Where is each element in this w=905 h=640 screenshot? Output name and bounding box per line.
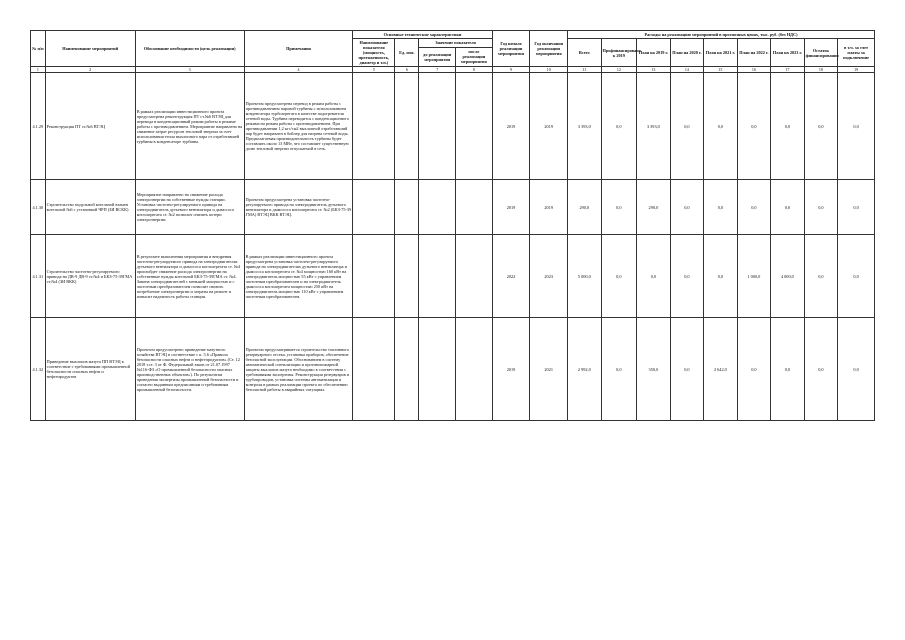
col-number: 17 <box>771 67 805 73</box>
row-rationale: В результате выполнения мероприятия и внедрения частотно-регулируемого привода на электродвигателях дутьевого вентилятора и дымососа котлоагрегата ст. №4 произойдет снижение расхода электроэнергии на собственные нужды котельной БКЗ-75-39ГМА ст. №4. Замена электродвигателей с меньшей мощностью и с частотным преобразователем позволит снизить потребление электроэнергии и затраты на ремонт и повысит надежность работы станции. <box>135 235 244 318</box>
header-tech-group: Основные технические характеристики <box>353 31 492 39</box>
row-total: 290,0 <box>568 180 602 235</box>
col-number: 1 <box>31 67 46 73</box>
row-end-year: 2019 <box>530 73 568 180</box>
header-plan-2020: План на 2020 г. <box>670 39 704 67</box>
col-number: 14 <box>670 67 704 73</box>
header-value-group: Значение показателя <box>419 39 492 48</box>
row-end-year: 2021 <box>530 318 568 421</box>
row-incl-fee: 0,0 <box>838 318 875 421</box>
table-row <box>31 73 875 180</box>
row-financed: 0,0 <box>601 73 637 180</box>
col-number: 15 <box>704 67 738 73</box>
header-plan-2021: План на 2021 г. <box>704 39 738 67</box>
row-value-before <box>419 235 456 318</box>
col-number: 16 <box>737 67 771 73</box>
row-value-after <box>456 180 493 235</box>
header-remaining: Остаток финансирования <box>804 39 838 67</box>
row-financed: 0,0 <box>601 318 637 421</box>
col-number: 19 <box>838 67 875 73</box>
header-plan-2019: План на 2019 г. <box>637 39 671 67</box>
row-plan-2019: 350,0 <box>637 318 671 421</box>
col-number: 13 <box>637 67 671 73</box>
row-rationale: Мероприятие направлено на снижение расхода электроэнергии на собственные нужды станции. Установка частотно-регулируемого привода на электродвигатель дутьевого вентилятора и дымососа котлоагрегата ст. №2 позволит снизить потери электроэнергии. <box>135 180 244 235</box>
row-num: 4.1.30 <box>31 180 46 235</box>
row-end-year: 2023 <box>530 235 568 318</box>
table-row <box>31 180 875 235</box>
header-expenses-group: Расходы на реализацию мероприятий в прогнозных ценах, тыс. руб. (без НДС) <box>568 31 875 39</box>
row-total: 3 393,0 <box>568 73 602 180</box>
col-number: 6 <box>395 67 419 73</box>
header-financed: Профинансировано к 2019 <box>601 39 637 67</box>
row-plan-2021: 0,0 <box>704 235 738 318</box>
header-incl-fee: в т.ч. за счет платы за подключение <box>838 39 875 67</box>
row-plan-2023: 4 000,0 <box>771 235 805 318</box>
header-plan-2022: План на 2022 г. <box>737 39 771 67</box>
row-remaining: 0,0 <box>804 180 838 235</box>
row-plan-2021: 2 642,0 <box>704 318 738 421</box>
table-row <box>31 318 875 421</box>
row-plan-2022: 0,0 <box>737 318 771 421</box>
investment-program-table <box>30 30 875 421</box>
row-notes: Проектом предусматривается строительство топливного резервуарного отсека, установка приборов, обеспечение безопасной эксплуатации. Обоснованием в систему автоматической сигнализации и противопожарной защиты выхлопов мазута необходимо в соответствии с требованиями экспертизы. Реконструкция резервуаров и трубопроводов, установка системы автоматизации и контроля в рамках реализации проекта по обеспечению безопасной работы в аварийных ситуациях. <box>244 318 353 421</box>
row-start-year: 2019 <box>492 73 530 180</box>
header-end-year: Год окончания реализации мероприятия <box>530 31 568 67</box>
col-number: 12 <box>601 67 637 73</box>
row-total: 5 000,0 <box>568 235 602 318</box>
row-financed: 0,0 <box>601 180 637 235</box>
header-start-year: Год начала реализации мероприятия <box>492 31 530 67</box>
col-number: 10 <box>530 67 568 73</box>
row-incl-fee: 0,0 <box>838 235 875 318</box>
col-number: 9 <box>492 67 530 73</box>
header-num: № п/п <box>31 31 46 67</box>
row-plan-2020: 0,0 <box>670 180 704 235</box>
row-plan-2019: 290,0 <box>637 180 671 235</box>
row-value-after <box>456 318 493 421</box>
row-start-year: 2019 <box>492 318 530 421</box>
row-remaining: 0,0 <box>804 235 838 318</box>
row-plan-2022: 1 000,0 <box>737 235 771 318</box>
row-plan-2020: 0,0 <box>670 318 704 421</box>
header-value-before: до реализации мероприятия <box>419 47 456 66</box>
row-plan-2021: 0,0 <box>704 180 738 235</box>
row-plan-2020: 0,0 <box>670 73 704 180</box>
row-notes: Проектом предусмотрена перевод в режим работы с противодавлением паровой турбины с использованием конденсатора турбоагрегата в качестве подогревателя сетевой воды. Турбина переводится с конденсационного режима на режим работы с противодавлением. При противодавлении 1,2 кгс/см2 выхлопной отработавший пар будет направлен в бойлер для нагрева сетевой воды. Предполагаемая производительность турбины будет составлять около 13 МВт, что составляет существенную долю тепловой энергии отпускаемой в сеть. <box>244 73 353 180</box>
row-tech-name <box>353 318 395 421</box>
row-tech-name <box>353 180 395 235</box>
row-num: 4.1.32 <box>31 318 46 421</box>
row-plan-2023: 0,0 <box>771 318 805 421</box>
row-name: Строительство частотно-регулируемого привода на ДВ-9 ДВ-9 ст.№4 и БКЗ-75-39ГМА ст.№4 (ЗИ ВКК) <box>45 235 135 318</box>
row-plan-2019: 0,0 <box>637 235 671 318</box>
row-start-year: 2022 <box>492 235 530 318</box>
header-rationale: Обоснование необходимости (цель реализации) <box>135 31 244 67</box>
row-plan-2023: 0,0 <box>771 73 805 180</box>
row-num: 4.1.29 <box>31 73 46 180</box>
row-unit <box>395 318 419 421</box>
row-unit <box>395 235 419 318</box>
col-number: 5 <box>353 67 395 73</box>
row-total: 2 992,0 <box>568 318 602 421</box>
row-incl-fee: 0,0 <box>838 180 875 235</box>
row-plan-2020: 0,0 <box>670 235 704 318</box>
row-rationale: В рамках реализации инвестиционного проекта предусмотрена реконструкция ПТ ст.№6 ВТЭЦ для перевода в конденсационный режим работы в режиме работы с противодавлением. Мероприятие направлено на снижение затрат ресурсов тепловой энергии за счет использования тепла выхлопного пара от отработавшей турбины в конденсаторе турбины. <box>135 73 244 180</box>
row-name: Приведение выхлопов мазута ПП ВТЭЦ в соответствие с требованиями промышленной безопасности опасных нефти и нефтепродуктов <box>45 318 135 421</box>
header-plan-2023: План на 2023 г. <box>771 39 805 67</box>
row-notes: В рамках реализации инвестиционного проекта предусмотрена установка частотно-регулируемого привода на электродвигателях дутьевого вентилятора и дымососа котлоагрегата ст. №4 мощностью 160 кВт на электродвигатель мощностью 55 кВт с управлением частотным преобразователем и на электродвигатель дымососа котлоагрегата мощностью 250 кВт на электродвигатель мощностью 110 кВт с управлением частотным преобразователем. <box>244 235 353 318</box>
row-value-after <box>456 73 493 180</box>
row-end-year: 2019 <box>530 180 568 235</box>
header-tech-name: Наименование показателя (мощность, протяженность, диаметр и т.п.) <box>353 39 395 67</box>
row-incl-fee: 0,0 <box>838 73 875 180</box>
row-value-before <box>419 180 456 235</box>
col-number: 11 <box>568 67 602 73</box>
row-name: Строительство модульной котельной взамен котельной №6 с установкой ЧРП (ЗИ ВСКК) <box>45 180 135 235</box>
row-notes: Проектом предусмотрена установка частотно-регулируемого привода на электродвигатель дутьевого вентилятора и дымососа котлоагрегата ст. №2 (БКЗ-75-39 ГМА) ВТЭЦ ВКК ВТЭЦ. <box>244 180 353 235</box>
row-plan-2021: 0,0 <box>704 73 738 180</box>
header-value-after: после реализации мероприятия <box>456 47 493 66</box>
col-number: 3 <box>135 67 244 73</box>
row-plan-2019: 3 393,0 <box>637 73 671 180</box>
row-value-before <box>419 318 456 421</box>
row-value-before <box>419 73 456 180</box>
row-plan-2022: 0,0 <box>737 73 771 180</box>
row-unit <box>395 73 419 180</box>
row-tech-name <box>353 73 395 180</box>
row-financed: 0,0 <box>601 235 637 318</box>
header-name: Наименование мероприятий <box>45 31 135 67</box>
header-total: Всего <box>568 39 602 67</box>
row-plan-2023: 0,0 <box>771 180 805 235</box>
header-unit: Ед. изм. <box>395 39 419 67</box>
row-remaining: 0,0 <box>804 318 838 421</box>
row-num: 4.1.31 <box>31 235 46 318</box>
row-plan-2022: 0,0 <box>737 180 771 235</box>
col-number: 7 <box>419 67 456 73</box>
row-name: Реконструкция ПТ ст.№6 ВТЭЦ <box>45 73 135 180</box>
col-number: 4 <box>244 67 353 73</box>
row-value-after <box>456 235 493 318</box>
row-tech-name <box>353 235 395 318</box>
header-notes: Примечания <box>244 31 353 67</box>
col-number: 18 <box>804 67 838 73</box>
row-unit <box>395 180 419 235</box>
row-rationale: Проектом предусмотрено приведение мазутного хозяйства ВТЭЦ в соответствие с п. 5.6 «Правила безопасности опасных нефти и нефтепродуктов» (Ст. 12 2018 т.ст. 3 от Ф. Федеральный закон от 21.07.1997 №116-ФЗ «Ο промышленной безопасности опасных производственных объектов»). По результатам проведения экспертизы промышленной безопасности и согласно выданным предписаниям и требованиям промышленной безопасности. <box>135 318 244 421</box>
col-number: 8 <box>456 67 493 73</box>
col-number: 2 <box>45 67 135 73</box>
table-row <box>31 235 875 318</box>
row-start-year: 2019 <box>492 180 530 235</box>
row-remaining: 0,0 <box>804 73 838 180</box>
